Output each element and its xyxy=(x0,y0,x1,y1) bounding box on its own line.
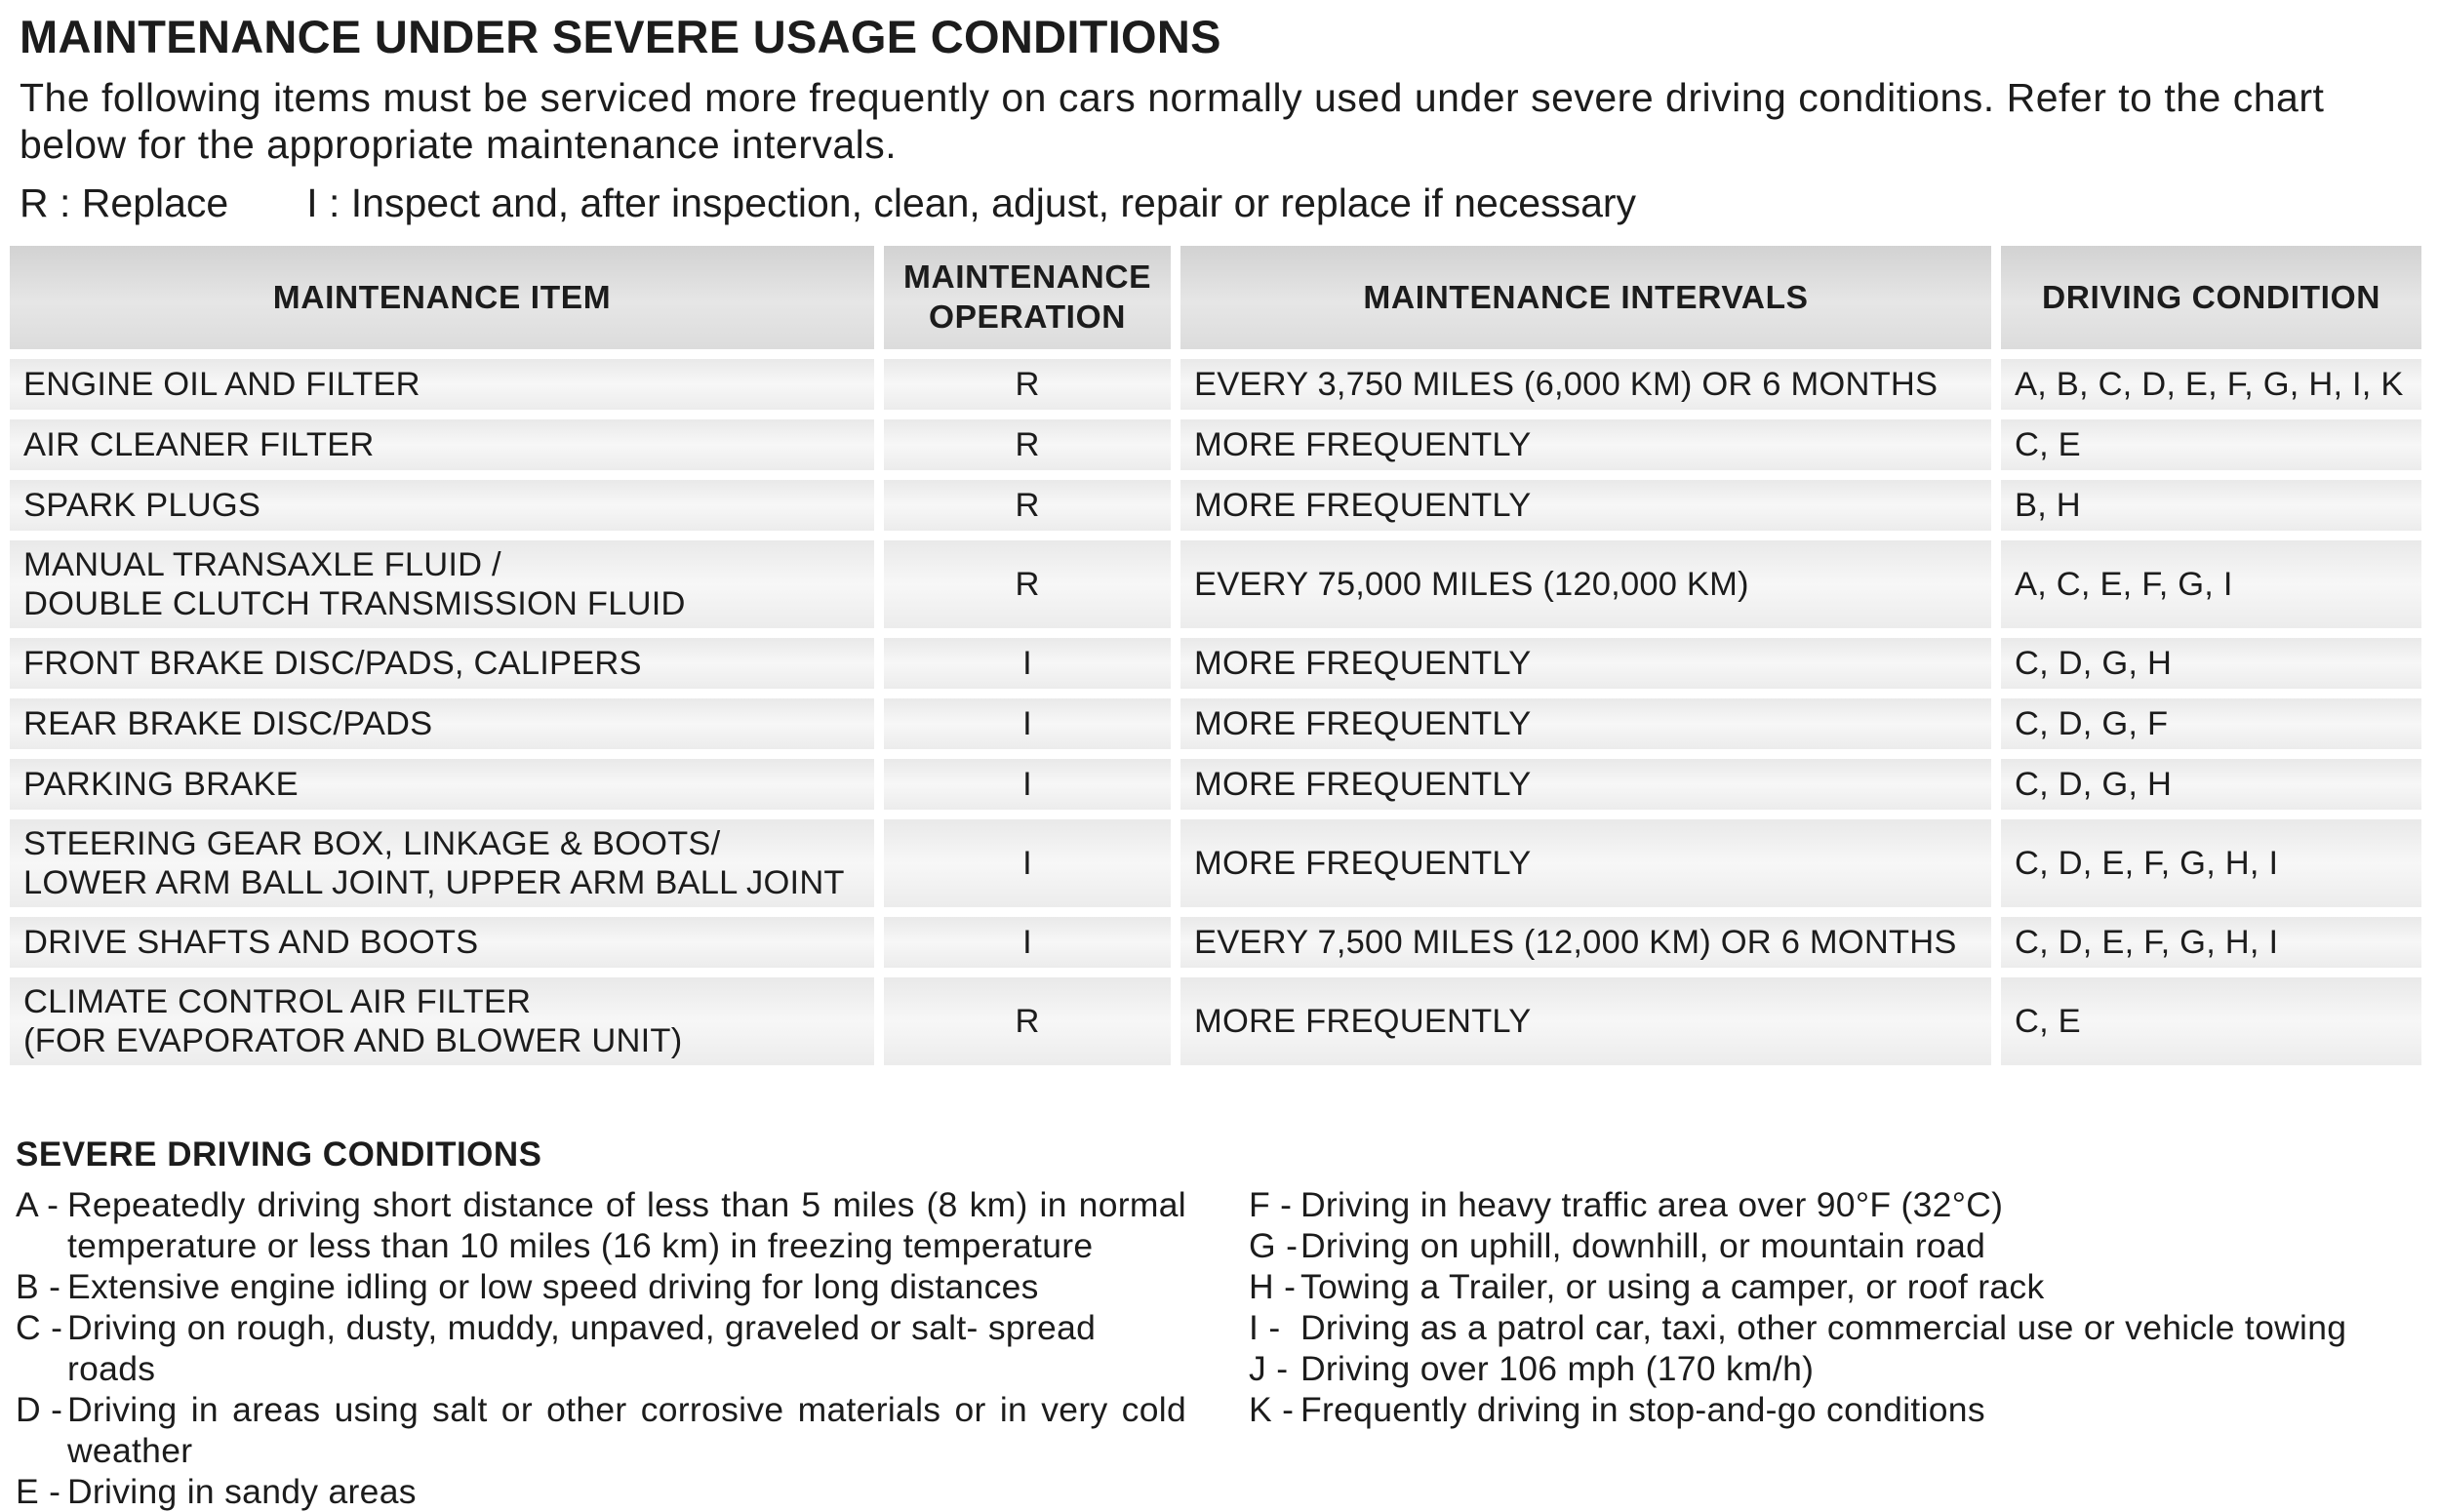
condition-item xyxy=(16,1471,1186,1512)
condition-text: Driving on uphill, downhill, or mountain road xyxy=(1300,1226,1986,1265)
item-cell: REAR BRAKE DISC/PADS xyxy=(10,698,874,749)
table-row xyxy=(10,419,2421,470)
item-line2: (FOR EVAPORATOR AND BLOWER UNIT) xyxy=(23,1022,683,1059)
table-row xyxy=(10,540,2421,628)
operation-cell: R xyxy=(884,540,1171,628)
legend-inspect: I : Inspect and, after inspection, clean, adjust, repair or replace if necessary xyxy=(306,180,1637,225)
header-maintenance-intervals: MAINTENANCE INTERVALS xyxy=(1180,246,1991,349)
condition-cell: A, C, E, F, G, I xyxy=(2001,540,2421,628)
interval-cell: EVERY 75,000 MILES (120,000 KM) xyxy=(1180,540,1991,628)
operation-cell: R xyxy=(884,480,1171,531)
header-maintenance-operation xyxy=(884,246,1171,349)
condition-text: Driving in sandy areas xyxy=(67,1472,417,1511)
interval-cell: MORE FREQUENTLY xyxy=(1180,698,1991,749)
table-header-row xyxy=(10,246,2421,349)
legend-replace: R : Replace xyxy=(20,180,229,225)
condition-code: I - xyxy=(1249,1308,1281,1347)
interval-cell: EVERY 3,750 MILES (6,000 KM) OR 6 MONTHS xyxy=(1180,359,1991,410)
maintenance-table xyxy=(0,236,2431,1075)
condition-text: Driving in areas using salt or other corrosive materials or in very cold weather xyxy=(67,1390,1186,1470)
table-row xyxy=(10,359,2421,410)
item-cell: FRONT BRAKE DISC/PADS, CALIPERS xyxy=(10,638,874,689)
table-row xyxy=(10,819,2421,907)
intro-paragraph: The following items must be serviced more frequently on cars normally used under severe driving conditions. Refer to the chart below for the appropriate maintenance intervals. xyxy=(20,75,2325,167)
condition-item xyxy=(16,1389,1186,1471)
table-row xyxy=(10,480,2421,531)
condition-code: G - xyxy=(1249,1226,1299,1265)
header-maintenance-item: MAINTENANCE ITEM xyxy=(10,246,874,349)
operation-cell: I xyxy=(884,917,1171,968)
header-operation-line1: MAINTENANCE xyxy=(902,259,1152,296)
condition-code: C - xyxy=(16,1308,63,1347)
operation-cell: I xyxy=(884,638,1171,689)
condition-code: A - xyxy=(16,1185,60,1224)
severe-conditions-right xyxy=(1249,1184,2429,1430)
condition-item xyxy=(1249,1307,2429,1348)
item-line2: DOUBLE CLUTCH TRANSMISSION FLUID xyxy=(23,585,686,622)
legend xyxy=(20,179,1636,226)
table-row xyxy=(10,698,2421,749)
interval-cell: EVERY 7,500 MILES (12,000 KM) OR 6 MONTHS xyxy=(1180,917,1991,968)
condition-code: J - xyxy=(1249,1349,1289,1388)
condition-cell: C, E xyxy=(2001,419,2421,470)
item-cell xyxy=(10,540,874,628)
item-cell: AIR CLEANER FILTER xyxy=(10,419,874,470)
condition-text: Driving in heavy traffic area over 90°F (32°C) xyxy=(1300,1185,2004,1224)
operation-cell: I xyxy=(884,759,1171,810)
item-line1: CLIMATE CONTROL AIR FILTER xyxy=(23,983,532,1020)
condition-item xyxy=(1249,1266,2429,1307)
item-line1: MANUAL TRANSAXLE FLUID / xyxy=(23,546,501,583)
condition-text: Towing a Trailer, or using a camper, or roof rack xyxy=(1300,1267,2045,1306)
severe-conditions-left xyxy=(16,1184,1186,1512)
table-row xyxy=(10,759,2421,810)
item-cell: PARKING BRAKE xyxy=(10,759,874,810)
item-cell xyxy=(10,819,874,907)
condition-text: Driving on rough, dusty, muddy, unpaved, graveled or salt- spread roads xyxy=(67,1308,1097,1388)
interval-cell: MORE FREQUENTLY xyxy=(1180,638,1991,689)
operation-cell: R xyxy=(884,419,1171,470)
condition-item xyxy=(1249,1389,2429,1430)
condition-text: Frequently driving in stop-and-go conditions xyxy=(1300,1390,1985,1429)
condition-cell: C, D, G, H xyxy=(2001,638,2421,689)
condition-code: D - xyxy=(16,1390,63,1429)
interval-cell: MORE FREQUENTLY xyxy=(1180,819,1991,907)
item-cell: ENGINE OIL AND FILTER xyxy=(10,359,874,410)
condition-cell: A, B, C, D, E, F, G, H, I, K xyxy=(2001,359,2421,410)
item-line2: LOWER ARM BALL JOINT, UPPER ARM BALL JOINT xyxy=(23,864,845,901)
condition-cell: C, E xyxy=(2001,977,2421,1065)
condition-text: Driving over 106 mph (170 km/h) xyxy=(1300,1349,1815,1388)
header-driving-condition: DRIVING CONDITION xyxy=(2001,246,2421,349)
interval-cell: MORE FREQUENTLY xyxy=(1180,759,1991,810)
condition-item xyxy=(1249,1225,2429,1266)
operation-cell: R xyxy=(884,359,1171,410)
condition-text: Repeatedly driving short distance of less than 5 miles (8 km) in normal temperature or less than 10 miles (16 km) in freezing temperature xyxy=(67,1185,1186,1265)
condition-code: B - xyxy=(16,1267,61,1306)
table-row xyxy=(10,917,2421,968)
condition-item xyxy=(16,1184,1186,1266)
item-cell: SPARK PLUGS xyxy=(10,480,874,531)
condition-cell: C, D, G, H xyxy=(2001,759,2421,810)
condition-cell: C, D, G, F xyxy=(2001,698,2421,749)
page-title: MAINTENANCE UNDER SEVERE USAGE CONDITIONS xyxy=(20,11,1221,62)
condition-text: Driving as a patrol car, taxi, other commercial use or vehicle towing xyxy=(1300,1308,2347,1347)
condition-cell: B, H xyxy=(2001,480,2421,531)
condition-code: H - xyxy=(1249,1267,1297,1306)
interval-cell: MORE FREQUENTLY xyxy=(1180,480,1991,531)
item-cell: DRIVE SHAFTS AND BOOTS xyxy=(10,917,874,968)
interval-cell: MORE FREQUENTLY xyxy=(1180,977,1991,1065)
condition-code: K - xyxy=(1249,1390,1295,1429)
operation-cell: I xyxy=(884,698,1171,749)
table-row xyxy=(10,977,2421,1065)
condition-code: F - xyxy=(1249,1185,1293,1224)
severe-conditions-title: SEVERE DRIVING CONDITIONS xyxy=(16,1135,542,1174)
item-line1: STEERING GEAR BOX, LINKAGE & BOOTS/ xyxy=(23,825,721,862)
condition-cell: C, D, E, F, G, H, I xyxy=(2001,917,2421,968)
table-row xyxy=(10,638,2421,689)
operation-cell: I xyxy=(884,819,1171,907)
interval-cell: MORE FREQUENTLY xyxy=(1180,419,1991,470)
condition-cell: C, D, E, F, G, H, I xyxy=(2001,819,2421,907)
condition-item xyxy=(1249,1348,2429,1389)
operation-cell: R xyxy=(884,977,1171,1065)
item-cell xyxy=(10,977,874,1065)
condition-item xyxy=(16,1266,1186,1307)
condition-item xyxy=(1249,1184,2429,1225)
condition-code: E - xyxy=(16,1472,61,1511)
header-operation-line2: OPERATION xyxy=(928,299,1127,336)
condition-text: Extensive engine idling or low speed driving for long distances xyxy=(67,1267,1039,1306)
condition-item xyxy=(16,1307,1186,1389)
